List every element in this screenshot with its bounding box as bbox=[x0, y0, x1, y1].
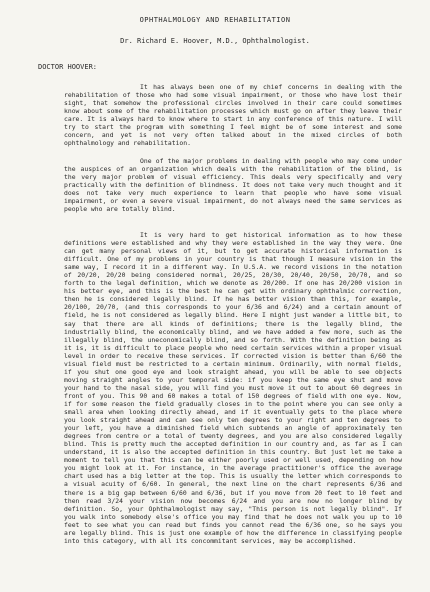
document-byline: Dr. Richard E. Hoover, M.D., Ophthalmologist. bbox=[120, 37, 310, 45]
paragraph-3 bbox=[64, 231, 402, 545]
paragraph-2-text: One of the major problems in dealing with people who may come under the auspices of an organization which deals with the rehabilitation of the blind, is the very major problem of visual efficiency. This deals very specifically and very practically with the definition of blindness. It does not take very much thought and it does not take very much experience to learn that people who have some visual impairment, or even a severe visual impairment, do not always need the same services as people who are totally blind. bbox=[64, 157, 402, 214]
paragraph-3-text: It is very hard to get historical information as to how these definitions were established and why they were established in the way they were. One can get many personal views of it, but to get accurate historical information is difficult. One of my problems in your country is that though I measure vision in the same way, I record it in a different way. In U.S.A. we record visions in the notation of 20/20, 20/20 being considered normal, 20/25, 20/30, 20/40, 20/50, 20/70, and so forth to the legal definition, which we denote as 20/200. If one has 20/200 vision in his better eye, and this is the best he can get with ordinary ophthalmic correction, then he is considered legally blind. If he has better vision than this, for example, 20/100, 20/70, (and this corresponds to your 6/36 and 6/24) and a certain amount of field, he is not considered as legally blind. Here I might just wander a little bit, to say that there are all kinds of definitions; there is the legally blind, the industrially blind, the economically blind, and we have added a few more, such as the illegally blind, the uneconomically blind, and so forth. With the definition being as it is, it is difficult to place people who need certain services within a proper visual level in order to receive these services. If corrected vision is better than 6/60 the visual field must be restricted to a certain minimum. Ordinarily, with normal fields, if you shut one good eye and look straight ahead, you will be able to see objects moving straight angles to your temporal side: if you keep the same eye shut and move your hand to the nasal side, you will find you must move it out to about 60 degrees in front of you. This 90 and 60 makes a total of 150 degrees of field with one eye. Now, if for some reason the field gradually closes in to the point where you can see only a small area when looking directly ahead, and if it eventually gets to the place where you look straight ahead and can see only ten degrees to your right and ten degrees to your left, you have a diminished field which subtends an angle of approximately ten degrees from centre or a total of twenty degrees, and you are also considered legally blind. This is pretty much the accepted definition in our country and, as far as I can understand, it is also the accepted definition in this country. But just let me take a moment to tell you that this can be either poorly used or well used, depending on how you might look at it. For instance, in the average practitioner's office the average chart used has a big letter at the top. This is usually the letter which corresponds to a visual acuity of 6/60. In general, the next line on the chart represents 6/36 and there is a big gap between 6/60 and 6/36, but if you move from 20 feet to 10 feet and then read 3/24 your vision now becomes 6/24 and you are now no longer blind by definition. So, your Ophthalmologist may say, "This person is not legally blind". If you walk into somebody else's office you may find that he does not walk you up to 10 feet to see what you can read but finds you cannot read the 6/36 one, so he says you are legally blind. This is just one example of how the difference in classifying people into this category, with all its concommitant services, may be accomplished. bbox=[64, 231, 402, 545]
document-title: OPHTHALMOLOGY AND REHABILITATION bbox=[139, 16, 291, 24]
paragraph-1-text: It has always been one of my chief concerns in dealing with the rehabilitation of those who had some visual impairment, or those who have lost their sight, that somehow the professional circles involved in their care could sometimes know about some of the rehabilitation processes which must go on after they leave their care. It is always hard to know where to start in any conference of this nature. I will try to start the program with something I feel might be of some interest and some concern, and yet is not very often talked about in the mixed circles of both ophthalmology and rehabilitation. bbox=[64, 83, 402, 148]
paragraph-1 bbox=[64, 83, 402, 147]
paragraph-2 bbox=[64, 157, 402, 213]
salutation: DOCTOR HOOVER: bbox=[38, 63, 98, 71]
